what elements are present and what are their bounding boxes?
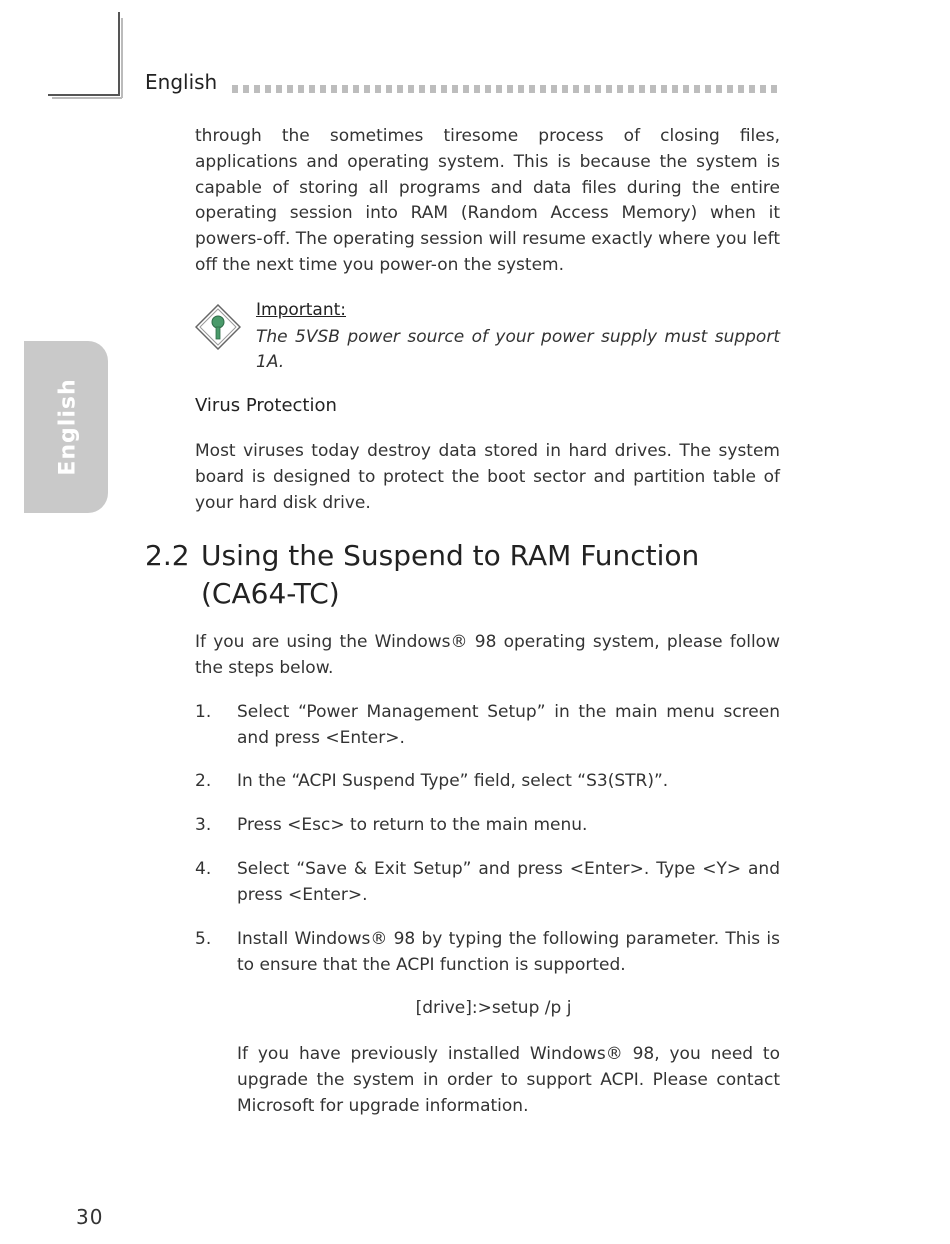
step-number: 3. xyxy=(195,815,212,835)
header-language: English xyxy=(145,70,218,94)
crop-mark-vertical-shadow xyxy=(121,18,123,98)
header-dotted-rule xyxy=(232,85,780,93)
step-number: 4. xyxy=(195,859,212,879)
important-text: The 5VSB power source of your power supply must support 1A. xyxy=(256,327,780,372)
important-diamond-icon xyxy=(195,304,241,350)
crop-mark-vertical xyxy=(118,12,120,96)
intro-paragraph: through the sometimes tiresome process of closing files, applications and operating system. This is because the system is capable of storing all programs and data files during the entire operating session into RAM (Random Access Memory) when it powers-off. The operating session will resume exactly where you left off the next time you power-on the system. xyxy=(195,126,780,275)
section-number: 2.2 xyxy=(145,539,190,572)
step-text: In the “ACPI Suspend Type” field, select “S3(STR)”. xyxy=(237,771,669,791)
virus-protection-text: Most viruses today destroy data stored in hard drives. The system board is designed to protect the boot sector and partition table of your hard disk drive. xyxy=(195,441,780,513)
virus-protection-heading: Virus Protection xyxy=(195,395,337,416)
setup-command: [drive]:>setup /p j xyxy=(415,998,572,1018)
crop-mark-horizontal xyxy=(48,94,120,96)
section-intro: If you are using the Windows® 98 operating system, please follow the steps below. xyxy=(195,632,780,678)
important-label: Important: xyxy=(256,300,347,320)
upgrade-note: If you have previously installed Windows® 98, you need to upgrade the system in order to support ACPI. Please contact Microsoft for upgrade information. xyxy=(237,1044,780,1116)
step-number: 1. xyxy=(195,702,212,722)
section-title xyxy=(145,537,699,613)
section-title-line1: Using the Suspend to RAM Function xyxy=(201,539,700,572)
step-number: 5. xyxy=(195,929,212,949)
step-number: 2. xyxy=(195,771,212,791)
step-text: Select “Power Management Setup” in the main menu screen and press <Enter>. xyxy=(237,702,780,748)
page-number: 30 xyxy=(76,1205,104,1229)
side-language-tab-label: English xyxy=(55,378,81,476)
step-text: Install Windows® 98 by typing the following parameter. This is to ensure that the ACPI function is supported. xyxy=(237,929,780,975)
step-text: Press <Esc> to return to the main menu. xyxy=(237,815,588,835)
step-text: Select “Save & Exit Setup” and press <Enter>. Type <Y> and press <Enter>. xyxy=(237,859,780,905)
section-title-line2: (CA64-TC) xyxy=(201,577,340,610)
crop-mark-horizontal-shadow xyxy=(52,97,122,99)
